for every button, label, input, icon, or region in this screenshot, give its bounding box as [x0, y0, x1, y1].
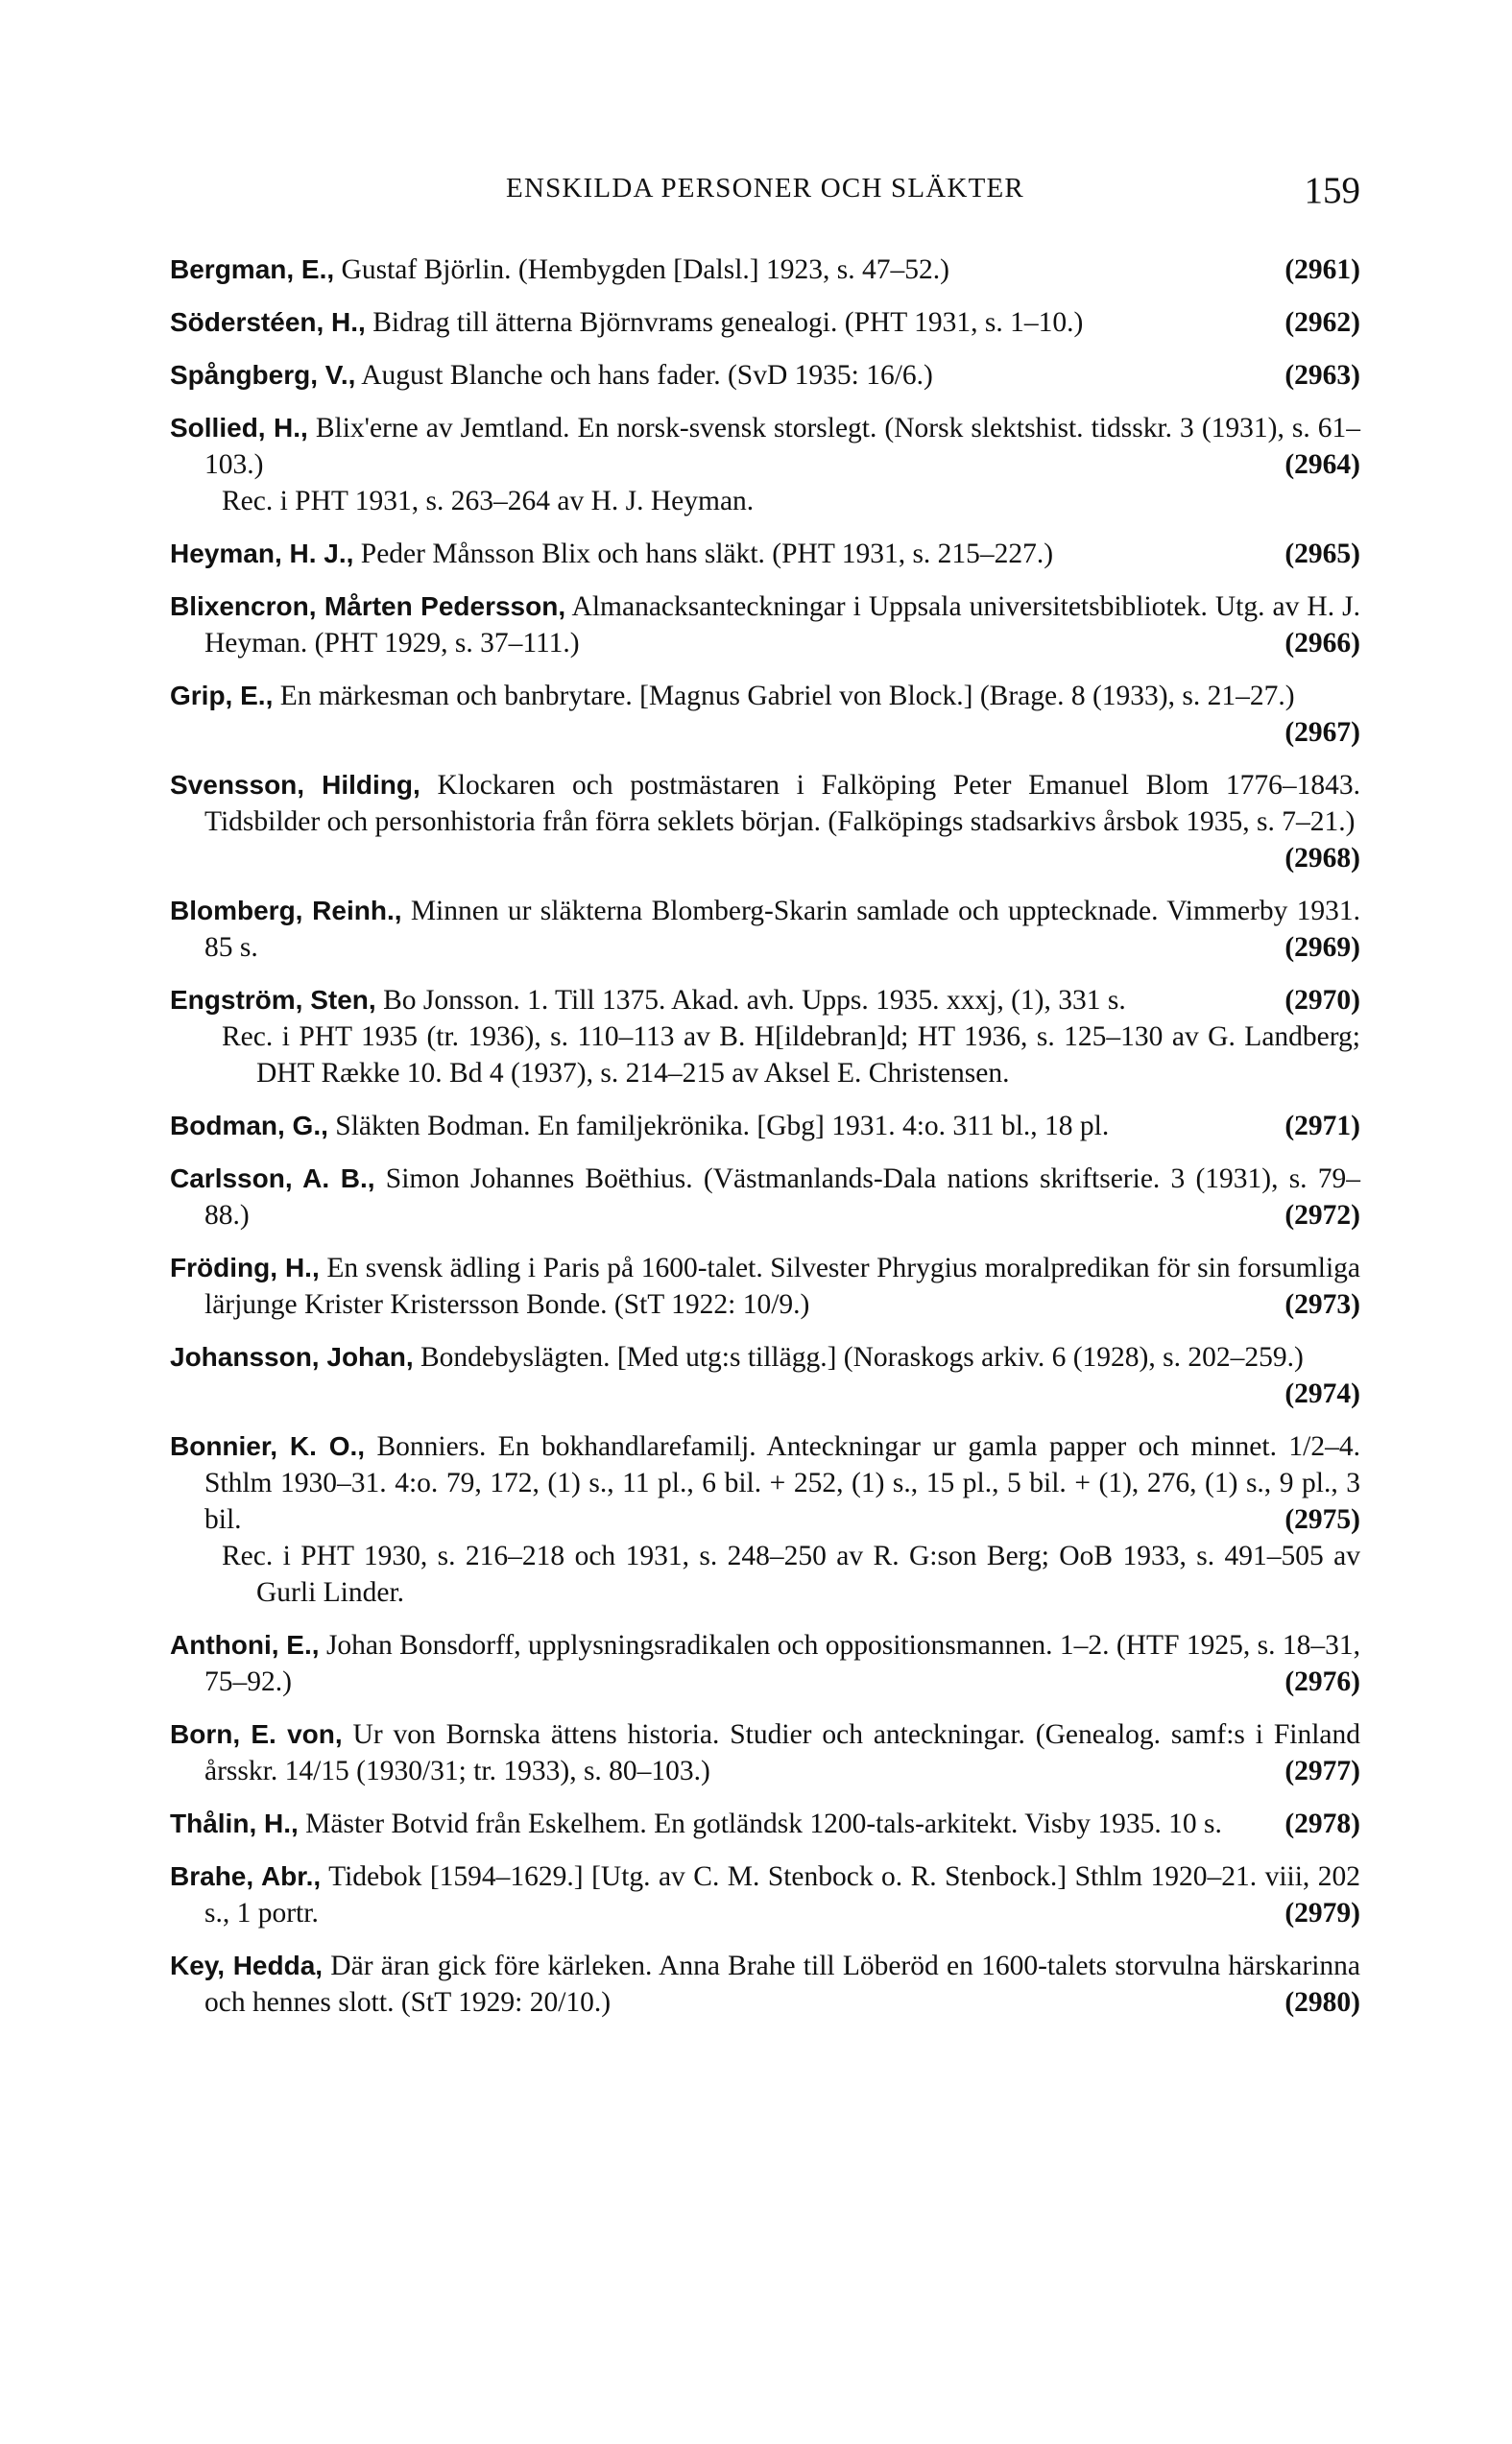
entry-text: En märkesman och banbrytare. [Magnus Gabriel von Block.] (Brage. 8 (1933), s. 21–27.) — [279, 681, 1295, 711]
entry-author: Thålin, H., — [170, 1809, 299, 1838]
entry-number: (2970) — [1284, 985, 1360, 1016]
entry-text: August Blanche och hans fader. (SvD 1935: 16/6.) — [361, 360, 933, 391]
entry-text: Ur von Bornska ättens historia. Studier och anteckningar. (Genealog. samf:s i Finland årsskr. 14/15 (1930/31; tr. 1933), s. 80–103.) — [204, 1719, 1360, 1786]
entry-author: Anthoni, E., — [170, 1630, 320, 1660]
entry-author: Blomberg, Reinh., — [170, 896, 402, 925]
entry-number: (2977) — [1284, 1756, 1360, 1786]
bibliography-entry — [170, 1428, 1360, 1611]
entry-author: Born, E. von, — [170, 1719, 343, 1749]
entry-number: (2962) — [1284, 307, 1360, 338]
entry-number: (2961) — [1284, 254, 1360, 285]
entry-number: (2972) — [1284, 1200, 1360, 1231]
entry-author: Bonnier, K. O., — [170, 1431, 366, 1461]
bibliography-entry — [170, 1948, 1360, 2021]
bibliography-entry — [170, 252, 1360, 288]
bibliography-entry — [170, 1161, 1360, 1234]
bibliography-entry — [170, 410, 1360, 519]
entry-number: (2969) — [1284, 932, 1360, 963]
entry-number: (2964) — [1284, 449, 1360, 480]
entry-author: Carlsson, A. B., — [170, 1163, 375, 1193]
entry-review-note: Rec. i PHT 1930, s. 216–218 och 1931, s. 248–250 av R. G:son Berg; OoB 1933, s. 491–505 av Gurli Linder. — [222, 1541, 1360, 1608]
bibliography-entry — [170, 1858, 1360, 1931]
entry-number: (2967) — [1284, 717, 1360, 748]
entry-author: Heyman, H. J., — [170, 539, 354, 568]
bibliography-entry — [170, 1627, 1360, 1700]
entry-author: Brahe, Abr., — [170, 1861, 322, 1891]
entry-text: Almanacksanteckningar i Uppsala universitetsbibliotek. Utg. av H. J. Heyman. (PHT 1929, s. 37–111.) — [204, 591, 1361, 659]
entry-author: Bergman, E., — [170, 254, 335, 284]
entry-text: Bo Jonsson. 1. Till 1375. Akad. avh. Upps. 1935. xxxj, (1), 331 s. — [383, 985, 1126, 1016]
entry-author: Spångberg, V., — [170, 360, 356, 390]
entry-author: Johansson, Johan, — [170, 1342, 414, 1372]
page-number: 159 — [1304, 170, 1360, 211]
entry-author: Söderstéen, H., — [170, 307, 366, 337]
entry-text: Johan Bonsdorff, upplysningsradikalen och oppositionsmannen. 1–2. (HTF 1925, s. 18–31, 75–92.) — [204, 1630, 1361, 1697]
entry-number: (2973) — [1284, 1289, 1360, 1320]
bibliography-entry — [170, 893, 1360, 966]
bibliography-entry — [170, 304, 1360, 341]
bibliography-entry — [170, 982, 1360, 1091]
entry-number: (2978) — [1284, 1809, 1360, 1839]
entry-text: En svensk ädling i Paris på 1600-talet. Silvester Phrygius moralpredikan för sin forsumliga lärjunge Krister Kristersson Bonde. (StT 1922: 10/9.) — [204, 1253, 1361, 1320]
bibliography-entry — [170, 357, 1360, 394]
entry-author: Bodman, G., — [170, 1111, 328, 1140]
entry-number: (2980) — [1284, 1987, 1360, 2018]
entry-text: Släkten Bodman. En familjekrönika. [Gbg] 1931. 4:o. 311 bl., 18 pl. — [335, 1111, 1110, 1141]
entry-author: Key, Hedda, — [170, 1951, 324, 1980]
entry-number: (2975) — [1284, 1504, 1360, 1535]
bibliography-entry — [170, 1250, 1360, 1323]
entry-author: Sollied, H., — [170, 413, 308, 443]
running-title: ENSKILDA PERSONER OCH SLÄKTER — [506, 173, 1024, 204]
bibliography-entry — [170, 1806, 1360, 1842]
bibliography-entry — [170, 1716, 1360, 1789]
entry-text: Där äran gick före kärleken. Anna Brahe till Löberöd en 1600-talets storvulna härskarinna och hennes slott. (StT 1929: 20/10.) — [204, 1951, 1361, 2018]
entry-number: (2971) — [1284, 1111, 1360, 1141]
bibliography-entry — [170, 1339, 1360, 1412]
page-header — [170, 170, 1360, 221]
entry-author: Fröding, H., — [170, 1253, 320, 1282]
entry-text: Bidrag till ätterna Björnvrams genealogi. (PHT 1931, s. 1–10.) — [372, 307, 1084, 338]
entry-author: Blixencron, Mårten Pedersson, — [170, 591, 566, 621]
entry-author: Svensson, Hilding, — [170, 770, 420, 800]
entry-text: Mäster Botvid från Eskelhem. En gotländsk 1200-tals-arkitekt. Visby 1935. 10 s. — [305, 1809, 1222, 1839]
entry-number: (2976) — [1284, 1666, 1360, 1697]
entry-text: Bonniers. En bokhandlarefamilj. Anteckningar ur gamla papper och minnet. 1/2–4. Sthlm 1930–31. 4:o. 79, 172, (1) s., 11 pl., 6 bil. + 252, (1) s., 15 pl., 5 bil. + (1), 276, (1) s., 9 pl., 3 bil. — [204, 1431, 1360, 1535]
entry-author: Grip, E., — [170, 681, 274, 710]
bibliography-entries — [170, 252, 1360, 2037]
bibliography-entry — [170, 1108, 1360, 1144]
entry-text: Bondebyslägten. [Med utg:s tillägg.] (Noraskogs arkiv. 6 (1928), s. 202–259.) — [420, 1342, 1304, 1373]
entry-text: Minnen ur släkterna Blomberg-Skarin samlade och upptecknade. Vimmerby 1931. 85 s. — [204, 896, 1361, 963]
entry-number: (2974) — [1284, 1378, 1360, 1409]
bibliography-entry — [170, 678, 1360, 751]
entry-text: Peder Månsson Blix och hans släkt. (PHT 1931, s. 215–227.) — [360, 539, 1054, 569]
entry-number: (2965) — [1284, 539, 1360, 569]
entry-number: (2979) — [1284, 1898, 1360, 1929]
entry-review-note: Rec. i PHT 1935 (tr. 1936), s. 110–113 av B. H[ildebran]d; HT 1936, s. 125–130 av G. Landberg; DHT Række 10. Bd 4 (1937), s. 214–215 av Aksel E. Christensen. — [222, 1021, 1360, 1089]
entry-text: Tidebok [1594–1629.] [Utg. av C. M. Stenbock o. R. Stenbock.] Sthlm 1920–21. viii, 202 s., 1 portr. — [204, 1861, 1361, 1929]
entry-author: Engström, Sten, — [170, 985, 376, 1015]
entry-review-note: Rec. i PHT 1931, s. 263–264 av H. J. Heyman. — [222, 486, 755, 516]
entry-text: Simon Johannes Boëthius. (Västmanlands-Dala nations skriftserie. 3 (1931), s. 79–88.) — [204, 1163, 1361, 1231]
entry-number: (2963) — [1284, 360, 1360, 391]
bibliography-entry — [170, 588, 1360, 661]
entry-text: Gustaf Björlin. (Hembygden [Dalsl.] 1923, s. 47–52.) — [341, 254, 949, 285]
bibliography-entry — [170, 536, 1360, 572]
entry-number: (2968) — [1284, 843, 1360, 874]
entry-text: Klockaren och postmästaren i Falköping Peter Emanuel Blom 1776–1843. Tidsbilder och personhistoria från förra seklets början. (Falköpings stadsarkivs årsbok 1935, s. 7–21.) — [204, 770, 1361, 837]
entry-number: (2966) — [1284, 628, 1360, 659]
bibliography-entry — [170, 767, 1360, 876]
entry-text: Blix'erne av Jemtland. En norsk-svensk storslegt. (Norsk slektshist. tidsskr. 3 (1931), s. 61–103.) — [204, 413, 1360, 480]
